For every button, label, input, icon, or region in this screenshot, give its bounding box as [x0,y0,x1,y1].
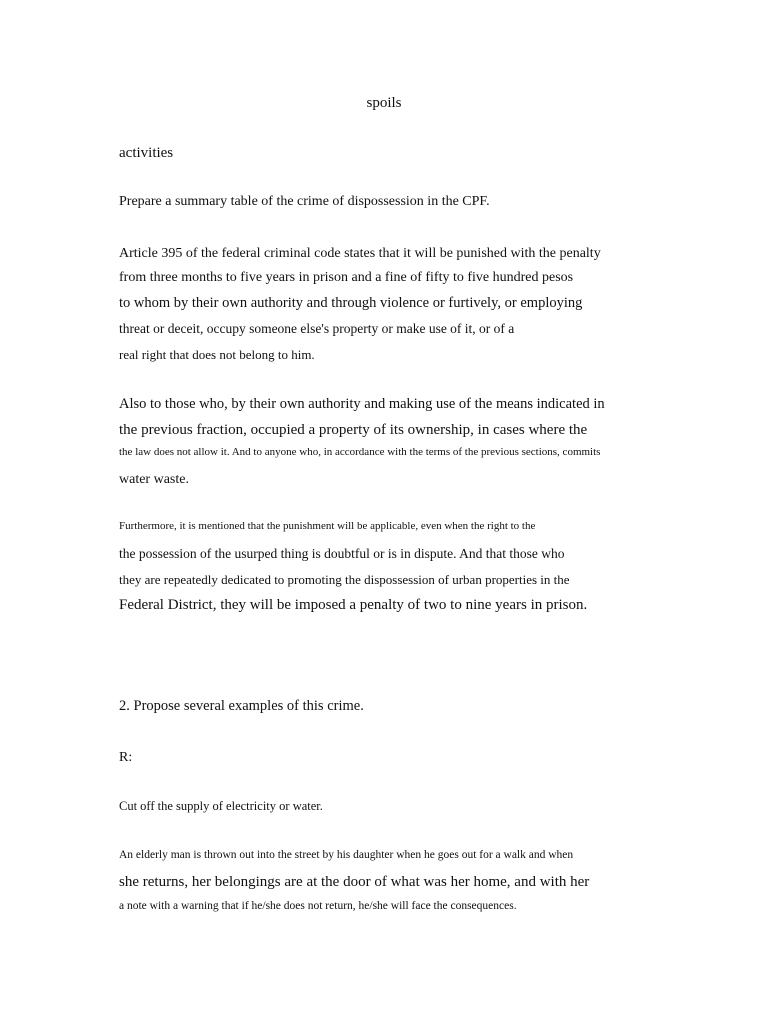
section-heading: activities [119,145,174,161]
example-2-line: a note with a warning that if he/she does not return, he/she will face the consequences. [119,900,517,912]
paragraph-1-line: Article 395 of the federal criminal code states that it will be punished with the penalty [119,246,601,261]
answer-label: R: [119,750,133,765]
paragraph-3-line: the possession of the usurped thing is doubtful or is in dispute. And that those who [119,546,565,561]
example-2-line: An elderly man is thrown out into the street by his daughter when he goes out for a walk and when [119,849,574,861]
paragraph-1-line: threat or deceit, occupy someone else's property or make use of it, or of a [119,321,515,336]
paragraph-2-line: the previous fraction, occupied a property of its ownership, in cases where the [119,422,588,438]
paragraph-2-line: Also to those who, by their own authority and making use of the means indicated in [119,396,605,412]
paragraph-2-line: water waste. [119,472,189,487]
example-1: Cut off the supply of electricity or water. [119,799,323,813]
paragraph-3-line: Federal District, they will be imposed a penalty of two to nine years in prison. [119,597,588,613]
paragraph-3-line: they are repeatedly dedicated to promoting the dispossession of urban properties in the [119,572,570,587]
paragraph-2-line: the law does not allow it. And to anyone who, in accordance with the terms of the previous sections, commits [119,446,601,458]
question-2: 2. Propose several examples of this crime. [119,698,364,714]
example-2-line: she returns, her belongings are at the door of what was her home, and with her [119,874,590,890]
document-title: spoils [366,95,402,111]
question-1: Prepare a summary table of the crime of dispossession in the CPF. [119,194,490,209]
paragraph-3-line: Furthermore, it is mentioned that the punishment will be applicable, even when the right to the [119,520,536,532]
paragraph-1-line: real right that does not belong to him. [119,347,315,362]
paragraph-1-line: to whom by their own authority and through violence or furtively, or employing [119,295,583,311]
paragraph-1-line: from three months to five years in prison and a fine of fifty to five hundred pesos [119,270,574,285]
